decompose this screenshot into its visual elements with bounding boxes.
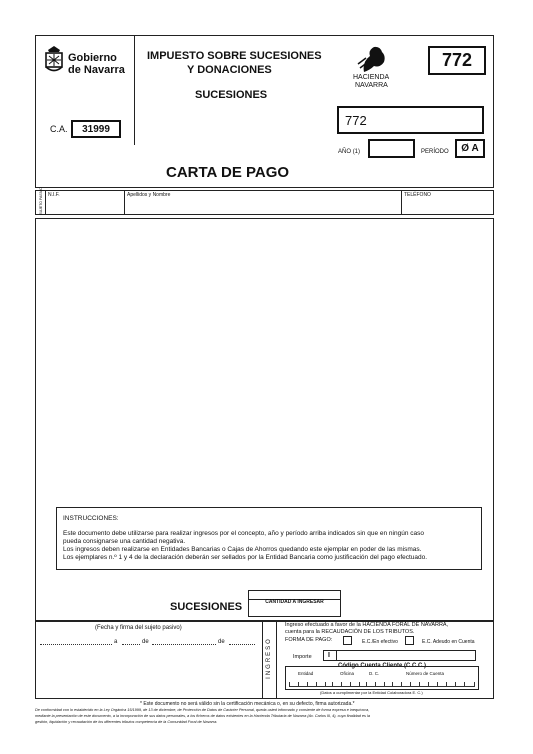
- document-title: CARTA DE PAGO: [166, 164, 290, 181]
- year-field[interactable]: [368, 139, 415, 158]
- ccc-tick: [359, 682, 360, 686]
- ccc-cuenta-label: Número de Cuenta: [406, 671, 445, 676]
- cash-option-label: E.C./En efectivo: [362, 639, 398, 645]
- ccc-tick: [446, 682, 447, 686]
- ccc-tick: [350, 682, 351, 686]
- debit-checkbox[interactable]: [405, 636, 414, 645]
- instructions-line-1: Este documento debe utilizarse para realizar ingresos por el concepto, año y período arriba indicados sin que en ningún caso: [63, 530, 424, 537]
- phone-label: TELÉFONO: [404, 192, 431, 198]
- footer-legal-line1: De conformidad con lo establecido en la Ley Orgánica 15/1999, de 13 de diciembre, de Protección de Datos de Carácter Personal, queda usted informado y consiente de forma expresa e inequívoca,: [35, 708, 370, 712]
- importe-prefix-divider: [336, 651, 337, 660]
- ccc-tick: [410, 682, 411, 686]
- signature-de2: de: [218, 639, 225, 645]
- name-label: Apellidos y Nombre: [127, 192, 171, 198]
- form-title-line1: IMPUESTO SOBRE SUCESIONES: [147, 50, 322, 62]
- ccc-tick: [419, 682, 420, 686]
- importe-label: Importe: [293, 654, 312, 660]
- logo-text-line2: de Navarra: [68, 64, 125, 76]
- phone-field[interactable]: [401, 190, 494, 215]
- importe-field[interactable]: [323, 650, 476, 661]
- form-code-field[interactable]: [337, 106, 484, 134]
- ccc-note: (Datos a cumplimentar por la Entidad Colaboradora E. C.): [320, 690, 423, 695]
- navarra-shield-icon: [44, 46, 64, 74]
- period-field[interactable]: [455, 139, 485, 158]
- ccc-tick: [307, 682, 308, 686]
- amount-box-label: CANTIDAD A INGRESAR: [265, 599, 324, 605]
- period-value: Ø A: [461, 143, 479, 154]
- model-number: 772: [441, 50, 473, 70]
- year-label-text: AÑO: [338, 149, 352, 155]
- ingreso-side-text: INGRESO: [265, 637, 272, 679]
- ingreso-line1: Ingreso efectuado a favor de la HACIENDA FORAL DE NAVARRA,: [285, 622, 449, 628]
- ccc-oficina-label: Oficina: [340, 671, 355, 676]
- ca-box: [71, 120, 121, 138]
- nif-label: N.I.F.: [48, 192, 60, 198]
- ccc-title: Código Cuenta Cliente (C.C.C.): [338, 663, 426, 669]
- logo-text-line1: Gobierno: [68, 52, 117, 64]
- form-title-line2: Y DONACIONES: [187, 64, 272, 76]
- instructions-box: [56, 507, 482, 570]
- ccc-tick: [341, 682, 342, 686]
- instructions-line-2: pueda consignarse una cantidad negativa.: [63, 538, 186, 545]
- ccc-tick: [464, 682, 465, 686]
- importe-prefix: I: [328, 652, 330, 659]
- ccc-tick: [401, 682, 402, 686]
- ingreso-side: [262, 621, 277, 699]
- model-number-box: [428, 46, 486, 75]
- ccc-tick: [316, 682, 317, 686]
- signature-place-line[interactable]: [40, 644, 112, 645]
- ccc-entidad-label: Entidad: [298, 671, 314, 676]
- footer-legal-line2: mediante la presentación de este documento, a la incorporación de sus datos personales, a los ficheros de datos existentes en la Hacienda Tributaria de Navarra (Av. Carlos III, 4), cuya finalidad es la: [35, 714, 370, 718]
- ccc-tick: [392, 682, 393, 686]
- ccc-tick: [332, 682, 333, 686]
- ccc-tick: [384, 682, 385, 686]
- signature-year-line[interactable]: [229, 644, 255, 645]
- ccc-tick: [366, 682, 367, 686]
- hacienda-line2: NAVARRA: [355, 82, 388, 89]
- ccc-tick: [474, 682, 475, 686]
- ccc-tick: [428, 682, 429, 686]
- footer-note: * Este documento no será válido sin la certificación mecánica o, en su defecto, firma autorizada.*: [140, 701, 355, 707]
- ccc-tick: [437, 682, 438, 686]
- ccc-dc-label: D. C.: [369, 671, 380, 676]
- hacienda-navarra-logo-icon: [356, 44, 390, 74]
- instructions-title: INSTRUCCIONES:: [63, 515, 119, 522]
- ccc-digit-line[interactable]: [289, 686, 475, 687]
- ca-value: 31999: [82, 123, 110, 135]
- ccc-tick: [455, 682, 456, 686]
- ca-label: C.A.: [50, 124, 68, 134]
- forma-pago-label: FORMA DE PAGO:: [285, 637, 333, 643]
- form-code-value: 772: [345, 113, 367, 128]
- ccc-tick: [325, 682, 326, 686]
- signature-a: a: [114, 639, 118, 645]
- subject-side-text: SUJETO PASIVO: [38, 187, 43, 215]
- year-note: (1): [352, 149, 361, 155]
- hacienda-line1: HACIENDA: [353, 74, 390, 81]
- amount-field[interactable]: [250, 599, 339, 615]
- form-subtitle: SUCESIONES: [195, 89, 268, 101]
- instructions-line-3: Los ingresos deben realizarse en Entidades Bancarias o Cajas de Ahorros quedando este ejemplar en poder de las mismas.: [63, 546, 422, 553]
- ccc-tick: [375, 682, 376, 686]
- signature-label: (Fecha y firma del sujeto pasivo): [95, 625, 182, 631]
- signature-day-line[interactable]: [122, 644, 140, 645]
- ccc-tick: [298, 682, 299, 686]
- period-label: PERÍODO: [421, 149, 449, 155]
- nif-field[interactable]: [45, 190, 125, 215]
- cash-checkbox[interactable]: [343, 636, 352, 645]
- amount-concept-label: SUCESIONES: [170, 601, 243, 613]
- signature-de1: de: [142, 639, 149, 645]
- instructions-line-4: Los ejemplares n.º 1 y 4 de la declaración deberán ser sellados por la Entidad Bancaria como justificación del pago efectuado.: [63, 554, 428, 561]
- debit-option-label: E.C. Adeudo en Cuenta: [422, 639, 475, 645]
- signature-month-line[interactable]: [152, 644, 216, 645]
- footer-legal-line3: gestión, liquidación y recaudación de los diferentes tributos competencia de la Comunidad Foral de Navarra.: [35, 720, 218, 724]
- name-field[interactable]: [124, 190, 402, 215]
- ingreso-line2: cuenta para la RECAUDACIÓN DE LOS TRIBUTOS.: [285, 629, 415, 635]
- ccc-tick: [289, 682, 290, 686]
- year-label: [338, 149, 360, 155]
- header-vertical-divider: [134, 35, 135, 145]
